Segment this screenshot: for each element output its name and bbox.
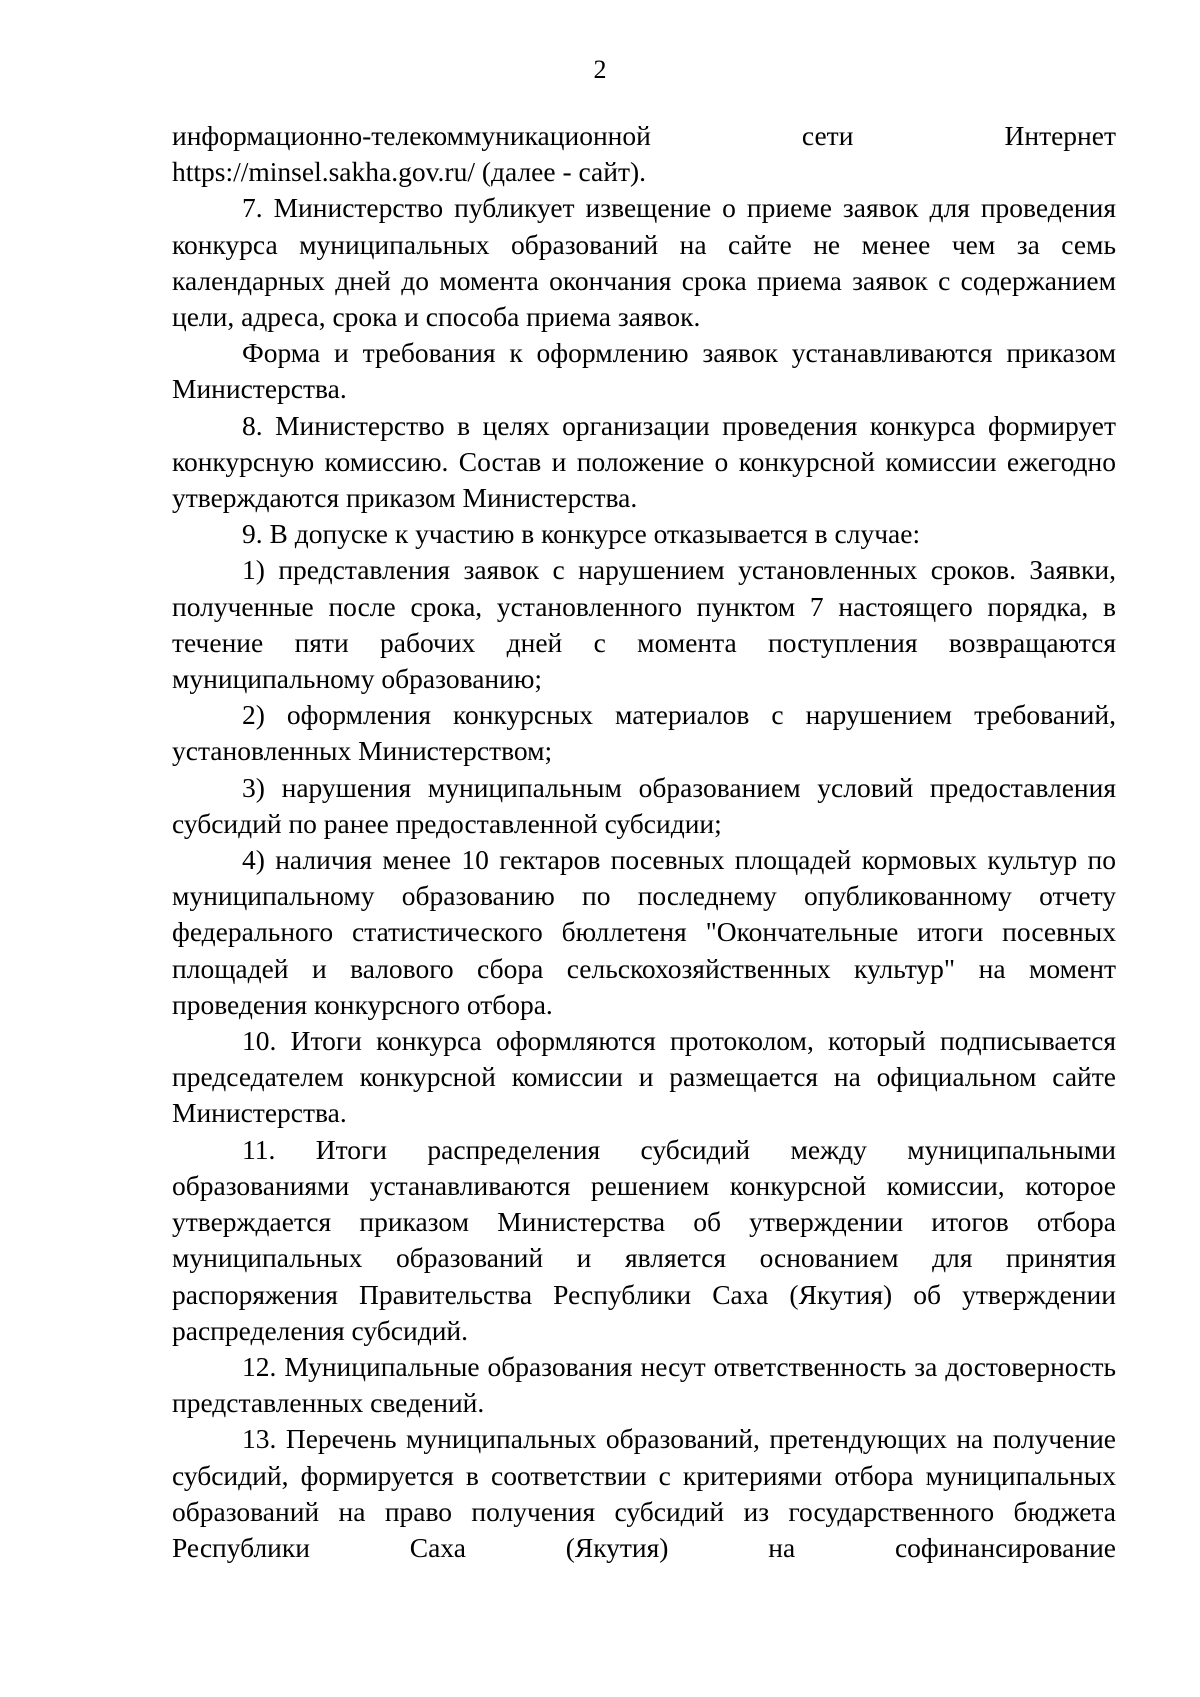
paragraph-site-reference: информационно-телекоммуникационной сети Интернет https://minsel.sakha.gov.ru/ (далее - сайт). (172, 120, 1116, 188)
paragraph-9-refusal: 9. В допуске к участию в конкурсе отказывается в случае: (242, 518, 921, 550)
paragraph-12-responsibility: 12. Муниципальные образования несут ответственность за достоверность представленных сведений. (172, 1350, 1116, 1419)
paragraph-9-item-4: 4) наличия менее 10 гектаров посевных площадей кормовых культур по муниципальному образованию по последнему опубликованному отчету федерального статистического бюллетеня "Окончательные итоги посевных площадей и валового сбора сельскохозяйственных культур" на момент проведения конкурсного отбора. (172, 844, 1116, 1020)
paragraph-13-list: 13. Перечень муниципальных образований, претендующих на получение субсидий, формируется в соответствии с критериями отбора муниципальных образований на право получения субсидий из государственного бюджета Республики Саха (Якутия) на софинансирование (172, 1423, 1116, 1563)
document-body (172, 118, 1116, 1566)
paragraph-8-commission: 8. Министерство в целях организации проведения конкурса формирует конкурсную комиссию. Состав и положение о конкурсной комиссии ежегодно утверждаются приказом Министерства. (172, 409, 1116, 514)
page-number: 2 (593, 55, 607, 84)
paragraph-application-form: Форма и требования к оформлению заявок устанавливаются приказом Министерства. (172, 337, 1116, 405)
paragraph-10-results: 10. Итоги конкурса оформляются протоколом, который подписывается председателем конкурсной комиссии и размещается на официальном сайте Министерства. (172, 1025, 1116, 1129)
paragraph-9-item-1: 1) представления заявок с нарушением установленных сроков. Заявки, полученные после срока, установленного пунктом 7 настоящего порядка, в течение пяти рабочих дней с момента поступления возвращаются муниципальному образованию; (172, 554, 1116, 695)
paragraph-11-distribution: 11. Итоги распределения субсидий между муниципальными образованиями устанавливаются решением конкурсной комиссии, которое утверждается приказом Министерства об утверждении итогов отбора муниципальных образований и является основанием для принятия распоряжения Правительства Республики Саха (Якутия) об утверждении распределения субсидий. (172, 1133, 1116, 1346)
paragraph-9-item-2: 2) оформления конкурсных материалов с нарушением требований, установленных Министерством; (172, 699, 1116, 767)
paragraph-7-notice: 7. Министерство публикует извещение о приеме заявок для проведения конкурса муниципальных образований на сайте не менее чем за семь календарных дней до момента окончания срока приема заявок с содержанием цели, адреса, срока и способа приема заявок. (172, 192, 1116, 333)
paragraph-9-item-3: 3) нарушения муниципальным образованием условий предоставления субсидий по ранее предоставленной субсидии; (172, 771, 1116, 839)
